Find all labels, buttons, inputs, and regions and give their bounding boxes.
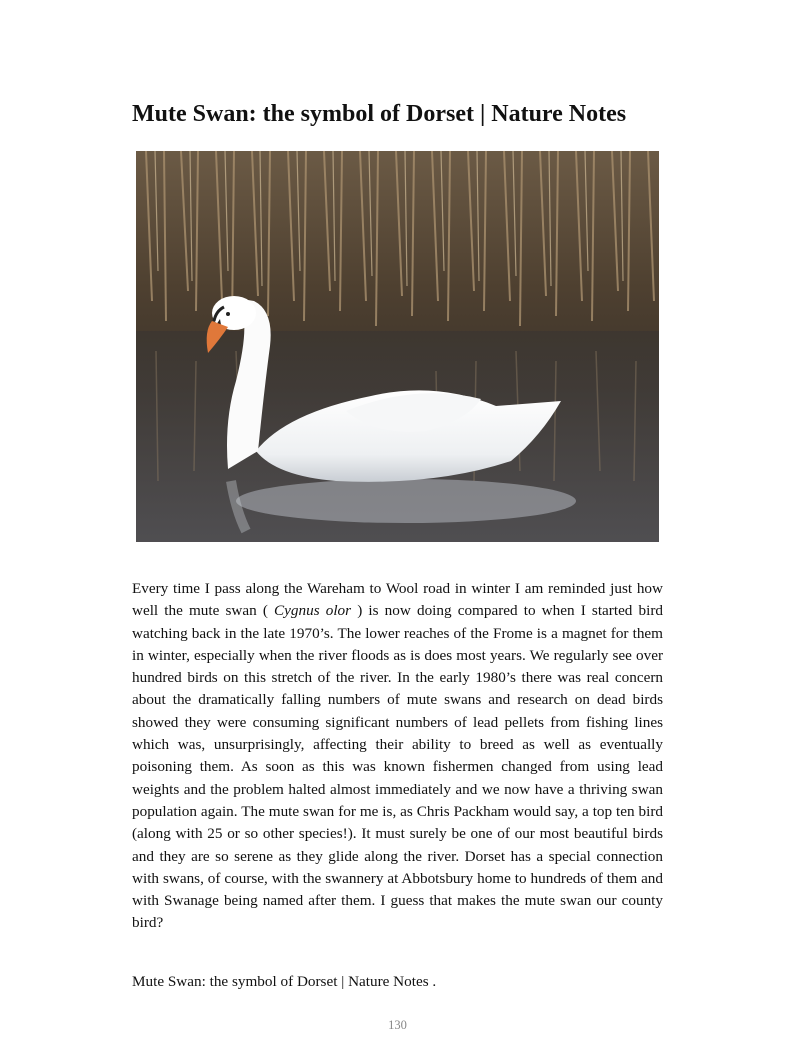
mute-swan-photo (136, 151, 659, 542)
body-text-part-1: Every time I pass along the Wareham to Wool road in winter I am reminded just how well the mute swan ( (132, 580, 663, 620)
article-body (132, 578, 663, 935)
source-citation: Mute Swan: the symbol of Dorset | Nature Notes . (132, 973, 437, 990)
page-number: 130 (388, 1018, 407, 1032)
body-text-part-2: ) is now doing compared to when I started bird watching back in the late 1970’s. The lower reaches of the Frome is a magnet for them in winter, especially when the river floods as is does most years. We regularly see over hundred birds on this stretch of the river. In the early 1980’s there was real concern about the dramatically falling numbers of mute swans and research on dead birds showed they were consuming significant numbers of lead pellets from fishing lines which was, unsurprisingly, affecting their ability to breed as well as eventually poisoning them. As soon as this was known fishermen changed from using lead weights and the problem halted almost immediately and we now have a thriving swan population again. The mute swan for me is, as Chris Packham would say, a top ten bird (along with 25 or so other species!). It must surely be one of our most beautiful birds and they are so serene as they glide along the river. Dorset has a special connection with swans, of course, with the swannery at Abbotsbury home to hundreds of them and with Swanage being named after them. I guess that makes the mute swan our county bird? (132, 602, 664, 932)
page-title: Mute Swan: the symbol of Dorset | Nature Notes (132, 101, 627, 127)
latin-name: Cygnus olor (267, 602, 358, 620)
